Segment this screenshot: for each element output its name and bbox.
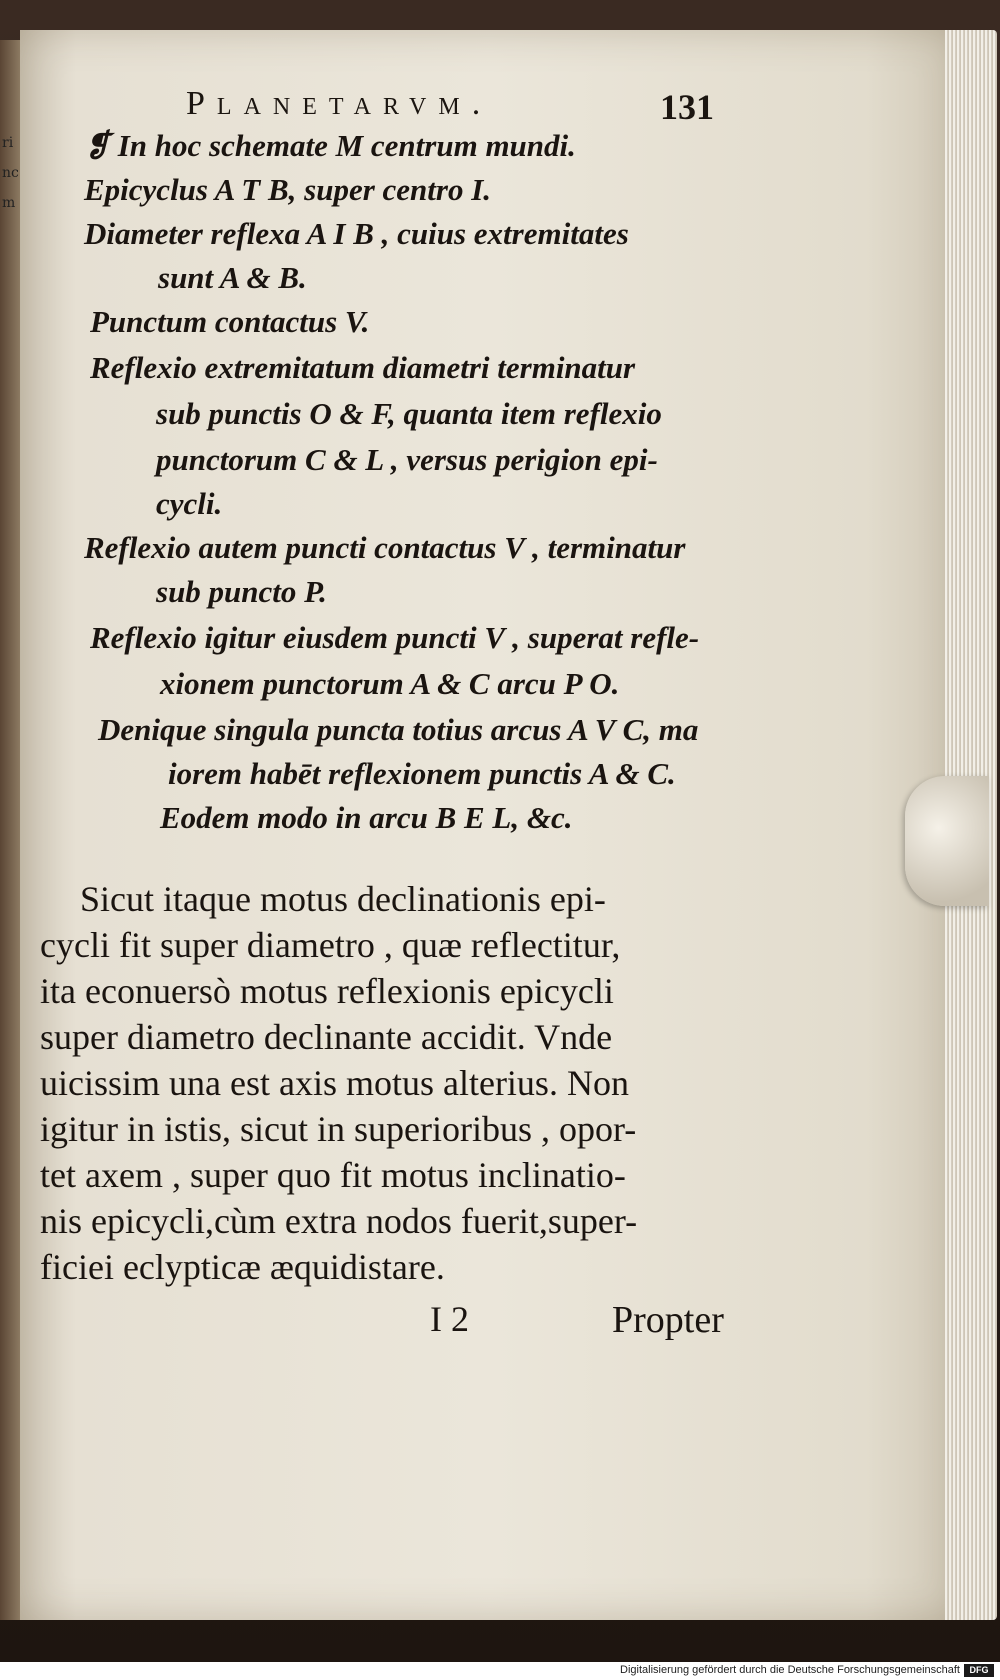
page-number: 131 — [660, 87, 714, 127]
body-line: Sicut itaque motus declinationis epi- — [80, 879, 606, 919]
body-line: super diametro declinante accidit. Vnde — [40, 1017, 613, 1057]
facing-page-edge — [0, 40, 20, 1620]
legend-line: Denique singula puncta totius arcus A V C, ma — [98, 712, 699, 747]
legend-line: sub puncto P. — [156, 574, 327, 609]
body-line: igitur in istis, sicut in superioribus , opor- — [40, 1109, 637, 1149]
book-page — [20, 30, 960, 1620]
facing-fragment: ri — [2, 135, 14, 151]
legend-line: Punctum contactus V. — [90, 304, 370, 339]
catchword: Propter — [612, 1299, 724, 1341]
legend-line: Diameter reflexa A I B , cuius extremitates — [84, 216, 629, 251]
facing-fragment: m — [2, 195, 16, 211]
facing-page-fragments — [2, 136, 18, 226]
legend-line: iorem habēt reflexionem punctis A & C. — [168, 756, 676, 791]
funding-credit: Digitalisierung gefördert durch die Deutsche Forschungsgemeinschaft — [620, 1664, 960, 1676]
body-line: nis epicycli,cùm extra nodos fuerit,super- — [40, 1201, 638, 1241]
dfg-logo-icon: DFG — [964, 1664, 994, 1677]
body-line: ficiei eclypticæ æquidistare. — [40, 1247, 445, 1287]
legend-line: Epicyclus A T B, super centro I. — [84, 172, 492, 207]
legend-line: ❡ In hoc schemate M centrum mundi. — [84, 128, 576, 163]
running-head: Planetarvm. — [186, 85, 493, 122]
body-line: uicissim una est axis motus alterius. Non — [40, 1063, 629, 1103]
book-clasp — [905, 776, 989, 906]
body-line: cycli fit super diametro , quæ reflectitur, — [40, 925, 621, 965]
legend-line: Reflexio igitur eiusdem puncti V , superat refle- — [90, 620, 700, 655]
legend-line: Reflexio autem puncti contactus V , terminatur — [84, 530, 686, 565]
legend-line: xionem punctorum A & C arcu P O. — [160, 666, 620, 701]
facing-fragment: nc — [2, 165, 19, 181]
body-line: tet axem , super quo fit motus inclinatio- — [40, 1155, 626, 1195]
legend-line: sub punctis O & F, quanta item reflexio — [156, 396, 662, 431]
body-line: ita econuersò motus reflexionis epicycli — [40, 971, 614, 1011]
legend-line: Reflexio extremitatum diametri terminatur — [90, 350, 636, 385]
legend-line: cycli. — [156, 486, 223, 521]
legend-line: Eodem modo in arcu B E L, &c. — [160, 800, 573, 835]
legend-line: sunt A & B. — [158, 260, 307, 295]
legend-line: punctorum C & L , versus perigion epi- — [156, 442, 658, 477]
signature-mark: I 2 — [430, 1299, 469, 1339]
